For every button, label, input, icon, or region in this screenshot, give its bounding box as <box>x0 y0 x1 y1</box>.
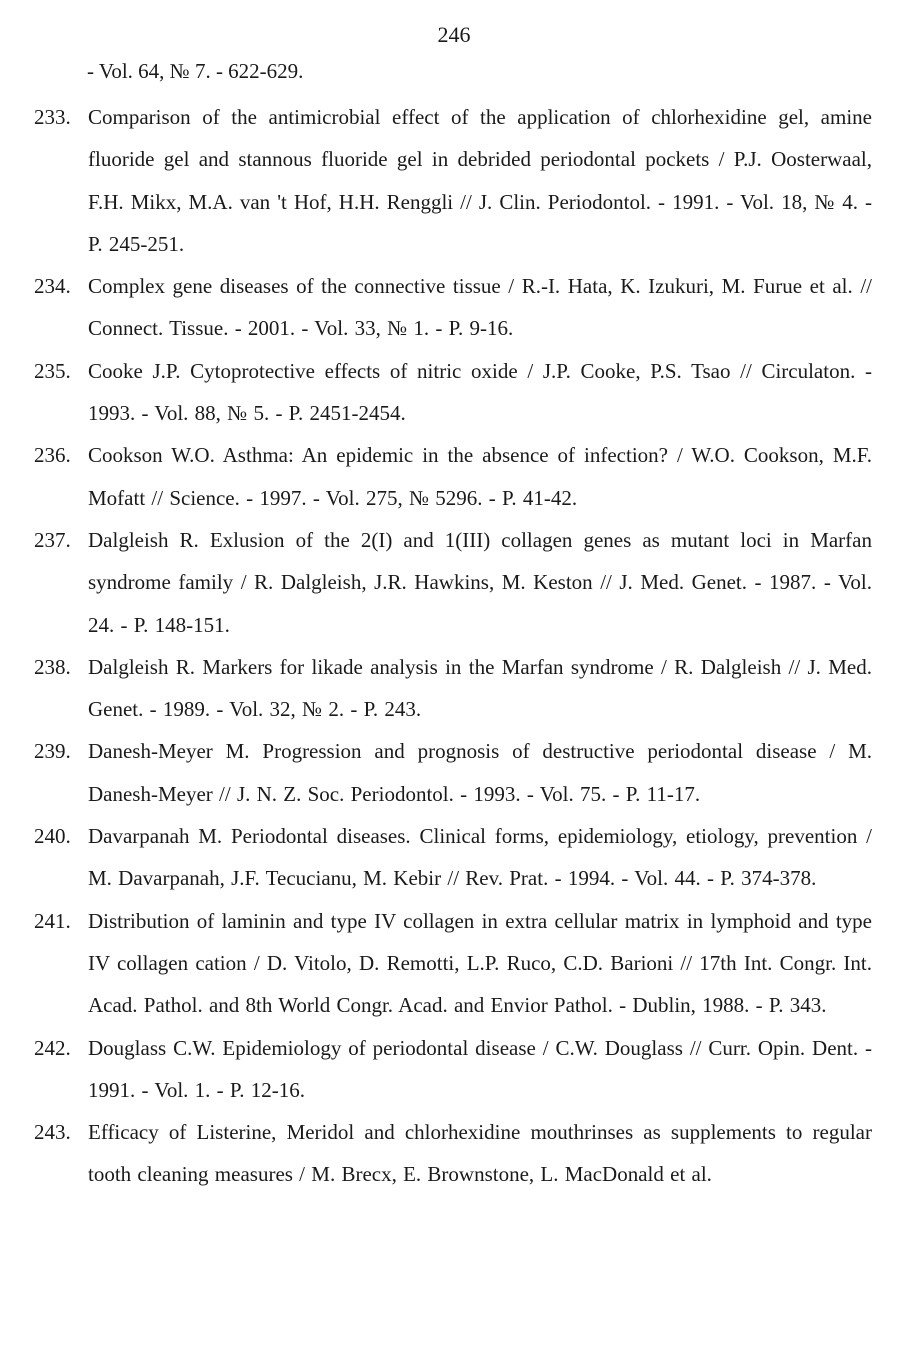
reference-item <box>34 900 872 1027</box>
reference-number: 238. <box>34 654 71 679</box>
reference-number: 237. <box>34 527 71 552</box>
reference-number: 241. <box>34 908 71 933</box>
reference-text: Complex gene diseases of the connective tissue / R.-I. Hata, K. Izukuri, M. Furue et al. // Connect. Tissue. - 2001. - Vol. 33, № 1. - P. 9-16. <box>88 274 872 341</box>
reference-number: 233. <box>34 105 71 129</box>
reference-text: Davarpanah M. Periodontal diseases. Clinical forms, epidemiology, etiology, prevention / M. Davarpanah, J.F. Tecucianu, M. Kebir // Rev. Prat. - 1994. - Vol. 44. - P. 374-378. <box>88 824 872 891</box>
reference-item <box>34 434 872 519</box>
previous-reference-continuation: - Vol. 64, № 7. - 622-629. <box>87 59 304 83</box>
reference-item <box>34 730 872 815</box>
reference-item <box>34 1027 872 1112</box>
reference-item <box>34 815 872 900</box>
reference-text: Danesh-Meyer M. Progression and prognosis of destructive periodontal disease / M. Danesh-Meyer // J. N. Z. Soc. Periodontol. - 1993. - Vol. 75. - P. 11-17. <box>88 739 872 806</box>
reference-item <box>34 96 872 265</box>
reference-text: Dalgleish R. Exlusion of the 2(I) and 1(III) collagen genes as mutant loci in Marfan syndrome family / R. Dalgleish, J.R. Hawkins, M. Keston // J. Med. Genet. - 1987. - Vol. 24. - P. 148-151. <box>88 527 872 637</box>
reference-text: Cookson W.O. Asthma: An epidemic in the absence of infection? / W.O. Cookson, M.F. Mofatt // Science. - 1997. - Vol. 275, № 5296. - P. 41-42. <box>88 443 872 510</box>
reference-item <box>34 350 872 435</box>
reference-number: 235. <box>34 358 71 383</box>
reference-item <box>34 646 872 731</box>
reference-text: Dalgleish R. Markers for likade analysis in the Marfan syndrome / R. Dalgleish // J. Med. Genet. - 1989. - Vol. 32, № 2. - P. 243. <box>88 654 872 722</box>
reference-number: 234. <box>34 274 71 299</box>
reference-number: 239. <box>34 739 71 764</box>
reference-item <box>34 265 872 350</box>
reference-text: Comparison of the antimicrobial effect of the application of chlorhexidine gel, amine fluoride gel and stannous fluoride gel in debrided periodontal pockets / P.J. Oosterwaal, F.H. Mikx, M.A. van 't Hof, H.H. Renggli // J. Clin. Periodontol. - 1991. - Vol. 18, № 4. - P. 245-251. <box>88 105 872 256</box>
reference-number: 236. <box>34 443 71 468</box>
reference-text: Douglass C.W. Epidemiology of periodontal disease / C.W. Douglass // Curr. Opin. Dent. - 1991. - Vol. 1. - P. 12-16. <box>88 1035 872 1102</box>
reference-number: 240. <box>34 824 71 849</box>
reference-item <box>34 1111 872 1196</box>
reference-text: Efficacy of Listerine, Meridol and chlorhexidine mouthrinses as supplements to regular tooth cleaning measures / M. Brecx, E. Brownstone, L. MacDonald et al. <box>88 1120 872 1187</box>
page-number: 246 <box>437 22 471 47</box>
reference-number: 243. <box>34 1120 71 1145</box>
reference-text: Distribution of laminin and type IV collagen in extra cellular matrix in lymphoid and type IV collagen cation / D. Vitolo, D. Remotti, L.P. Ruco, C.D. Barioni // 17th Int. Congr. Int. Acad. Pathol. and 8th World Congr. Acad. and Envior Pathol. - Dublin, 1988. - P. 343. <box>88 908 872 1018</box>
reference-text: Cooke J.P. Cytoprotective effects of nitric oxide / J.P. Cooke, P.S. Tsao // Circulaton. - 1993. - Vol. 88, № 5. - P. 2451-2454. <box>88 358 872 426</box>
reference-item <box>34 519 872 646</box>
reference-list <box>34 96 872 1196</box>
reference-number: 242. <box>34 1035 71 1060</box>
